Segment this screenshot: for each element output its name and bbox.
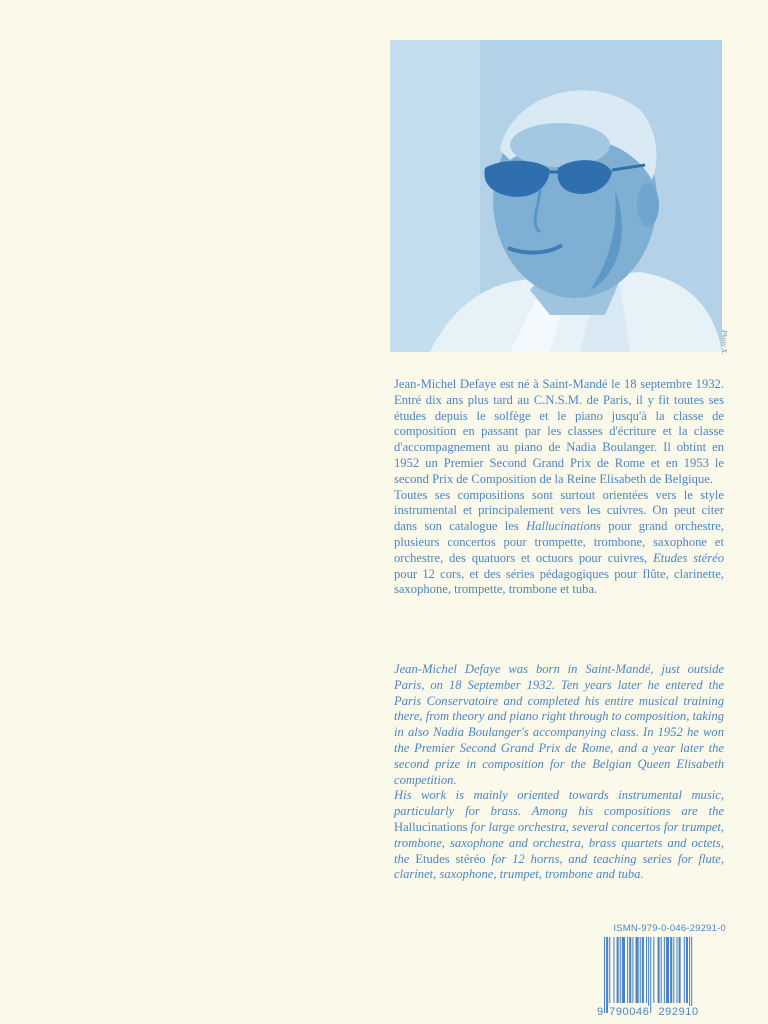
french-biography <box>394 377 724 598</box>
barcode-bar <box>627 937 628 1003</box>
english-p2-text-b: for large orchestra, several concertos for trumpet, trombone, saxophone and orchestra, brass quartets and octets, the <box>394 819 724 866</box>
barcode-bar <box>658 937 660 1003</box>
french-p2-text-c: pour 12 cors, et des séries pédagogiques pour flûte, clarinette, saxophone, trompette, trombone et tuba. <box>394 566 724 597</box>
barcode-bar <box>620 937 621 1003</box>
english-work-title-2: Etudes stéréo <box>415 851 486 866</box>
composer-portrait-photo <box>390 40 722 352</box>
english-paragraph-2 <box>394 788 724 883</box>
barcode-bar <box>622 937 625 1003</box>
barcode-digit-first: 9 <box>597 1006 604 1018</box>
barcode-bar <box>642 937 644 1003</box>
english-biography <box>394 662 724 883</box>
barcode-bar <box>676 937 677 1003</box>
barcode-bar <box>689 937 690 1013</box>
barcode-bar <box>666 937 669 1003</box>
barcode-bar <box>604 937 605 1013</box>
barcode-bar <box>664 937 665 1003</box>
french-p2-text-b: pour grand orchestre, plusieurs concertos pour trompette, trombone, saxophone et orchestre, des quatuors et octuors pour cuivres, <box>394 519 724 565</box>
barcode-bar <box>650 937 651 1013</box>
barcode-bar <box>629 937 631 1003</box>
barcode-bar <box>679 937 681 1003</box>
barcode-bar <box>673 937 674 1003</box>
barcode-bar <box>636 937 639 1003</box>
barcode-bar <box>640 937 641 1003</box>
barcode-bar <box>609 937 610 1003</box>
french-paragraph-2 <box>394 488 724 599</box>
ismn-label: ISMN-979-0-046-29291-0 <box>613 923 726 934</box>
french-p2-text-a: Toutes ses compositions sont surtout orientées vers le style instrumental et principalement vers les cuivres. On peut citer dans son catalogue les <box>394 487 724 534</box>
english-paragraph-1: Jean-Michel Defaye was born in Saint-Mandé, just outside Paris, on 18 September 1932. Ten years later he entered the Paris Conservatoire and completed his entire musical training there, from theory and piano right through to composition, taking in also Nadia Boulanger's accompanying class. In 1952 he won the Premier Second Grand Prix de Rome, and a year later the second prize in composition for the Belgian Queen Elisabeth competition. <box>394 662 724 787</box>
french-work-title-1: Hallucinations <box>526 519 601 534</box>
barcode-bar <box>670 937 672 1003</box>
barcode-bar <box>606 937 608 1013</box>
portrait-illustration <box>390 40 722 352</box>
photo-credit: Photo X. <box>720 330 728 355</box>
barcode-digits-left: 790046 <box>609 1006 650 1018</box>
barcode-bar <box>661 937 662 1003</box>
barcode-bar <box>648 937 649 1013</box>
barcode-bar <box>632 937 633 1003</box>
french-paragraph-1: Jean-Michel Defaye est né à Saint-Mandé le 18 septembre 1932. Entré dix ans plus tard au C.N.S.M. de Paris, il y fit toutes ses études depuis le solfège et le piano jusqu'à la classe de composition en passant par les classes d'écriture et la classe d'accompagnement au piano de Nadia Boulanger. Il obtint en 1952 un Premier Second Grand Prix de Rome et en 1953 le second Prix de Composition de la Reine Elisabeth de Belgique. <box>394 377 724 486</box>
barcode-bar <box>691 937 692 1013</box>
barcode-bar <box>617 937 619 1003</box>
barcode-bar <box>646 937 647 1003</box>
english-p2-text-c: for 12 horns, and teaching series for flute, clarinet, saxophone, trumpet, trombone and tuba. <box>394 851 724 882</box>
barcode-bar <box>686 937 688 1003</box>
barcode-bar <box>653 937 654 1003</box>
barcode-digits-right: 292910 <box>658 1006 699 1018</box>
french-work-title-2: Etudes stéréo <box>653 550 725 565</box>
english-work-title-1: Hallucinations <box>394 819 468 834</box>
barcode-digits <box>596 1004 726 1020</box>
barcode-bar <box>613 937 614 1003</box>
english-p2-text-a: His work is mainly oriented towards instrumental music, particularly for brass. Among his compositions are the <box>394 788 724 819</box>
barcode-bar <box>684 937 685 1003</box>
